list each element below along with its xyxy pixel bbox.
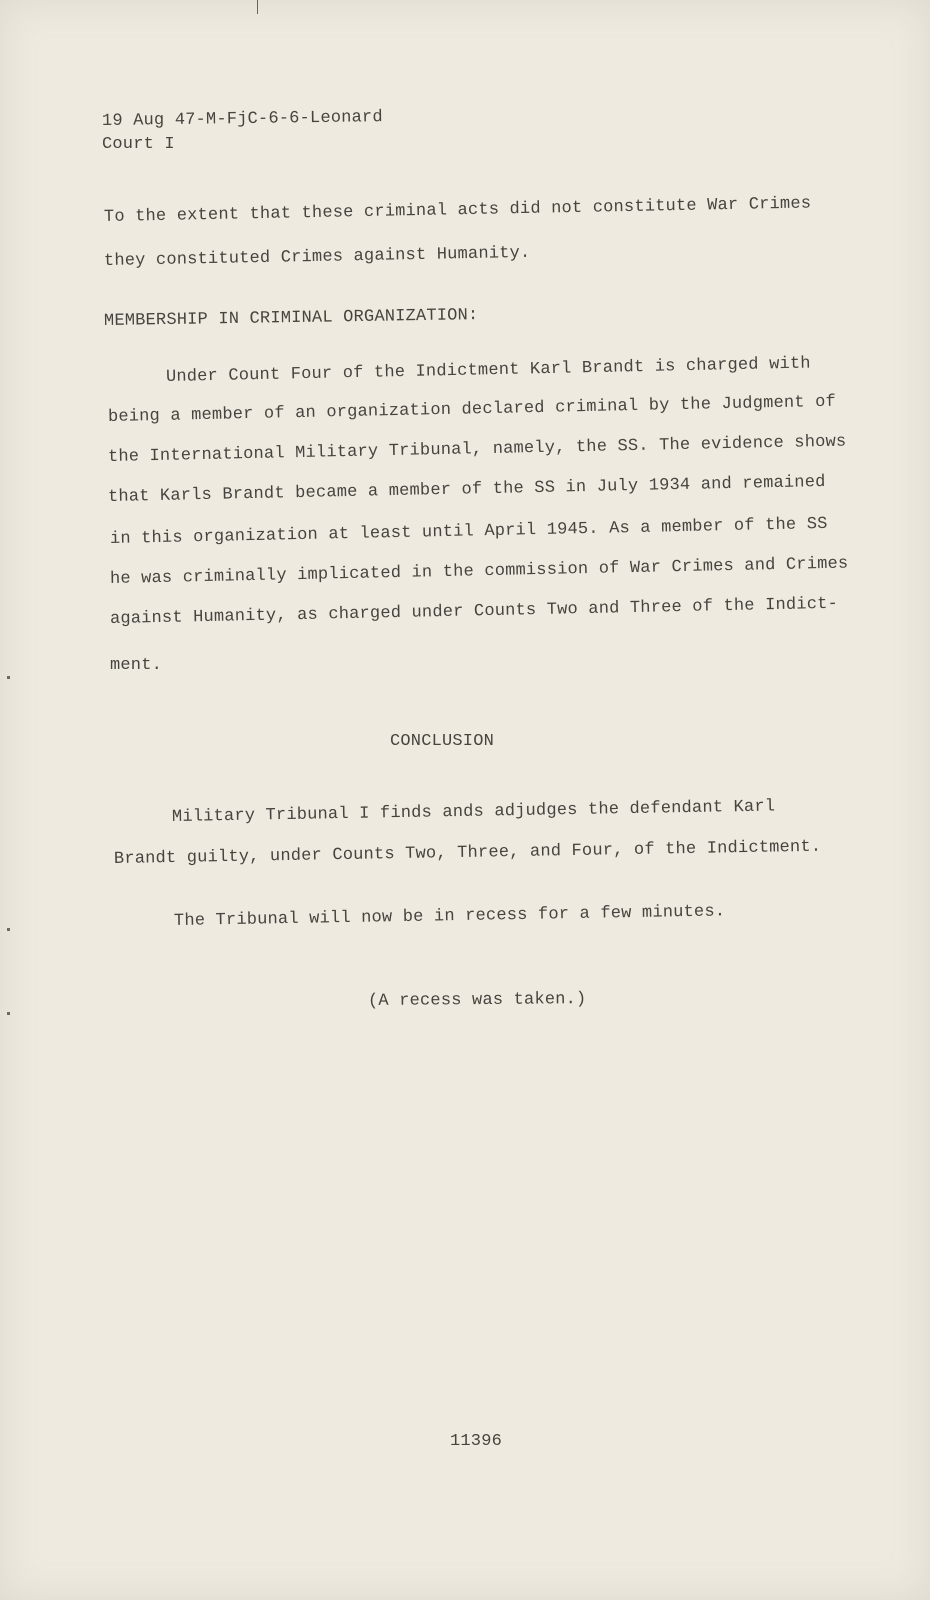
paragraph-line: he was criminally implicated in the commission of War Crimes and Crimes	[109, 554, 849, 589]
margin-mark	[7, 928, 10, 931]
page-edge	[930, 0, 949, 1600]
paragraph-line: To the extent that these criminal acts did not constitute War Crimes	[103, 194, 812, 227]
document-id: 19 Aug 47-M-FjC-6-6-Leonard	[101, 108, 383, 131]
paragraph-line: Under Count Four of the Indictment Karl Brandt is charged with	[165, 354, 811, 387]
margin-mark	[7, 676, 10, 679]
paragraph-line: Military Tribunal I finds ands adjudges the defendant Karl	[171, 797, 776, 827]
paragraph-line: against Humanity, as charged under Counts Two and Three of the Indict-	[109, 594, 839, 629]
paragraph-line: being a member of an organization declared criminal by the Judgment of	[107, 392, 837, 427]
paragraph-line: Brandt guilty, under Counts Two, Three, and Four, of the Indictment.	[113, 837, 822, 869]
paragraph-line: they constituted Crimes against Humanity.	[103, 243, 531, 271]
margin-mark	[7, 1012, 10, 1015]
paragraph-line: that Karls Brandt became a member of the SS in July 1934 and remained	[107, 472, 826, 507]
court-label: Court I	[102, 135, 175, 154]
conclusion-heading: CONCLUSION	[390, 732, 495, 751]
top-margin-mark	[257, 0, 258, 14]
recess-announcement: The Tribunal will now be in recess for a few minutes.	[173, 902, 726, 931]
paragraph-line: ment.	[110, 656, 163, 675]
recess-note: (A recess was taken.)	[367, 990, 587, 1011]
paragraph-line: in this organization at least until April 1945. As a member of the SS	[109, 514, 828, 549]
section-heading: MEMBERSHIP IN CRIMINAL ORGANIZATION:	[103, 306, 479, 331]
page-number: 11396	[450, 1432, 503, 1451]
paragraph-line: the International Military Tribunal, namely, the SS. The evidence shows	[107, 432, 847, 467]
